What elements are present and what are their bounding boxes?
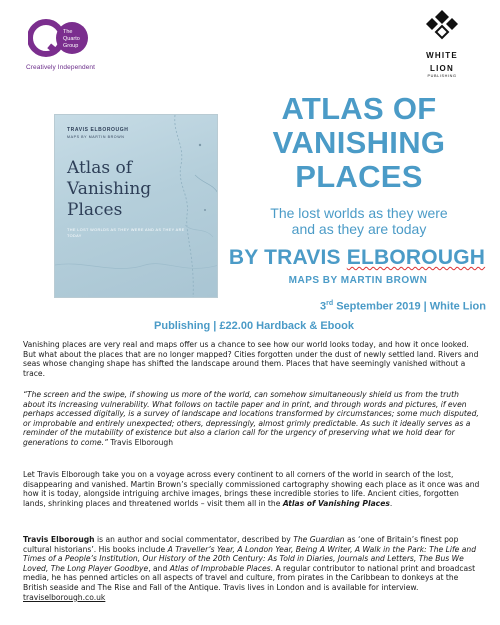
white-lion-crown-icon [425,8,459,42]
book-cover [54,114,218,298]
cover-author: TRAVIS ELBOROUGH [67,127,129,133]
cover-title-line-3: Places [67,200,123,220]
author-surname: ELBOROUGH [346,246,486,269]
pub-date-suffix: rd [326,300,334,307]
white-lion-sub: PUBLISHING [427,74,457,78]
voyage-book-title: Atlas of Vanishing Places [282,498,390,508]
cover-maps-credit: MAPS BY MARTIN BROWN [67,135,125,139]
quarto-tagline: Creatively Independent [26,64,96,71]
cover-title-line-2: Vanishing [67,179,152,199]
subtitle-line-1: The lost worlds as they were [270,205,448,221]
author-website-link[interactable]: traviselborough.co.uk [23,592,106,602]
voyage-end: . [389,498,393,508]
quote-paragraph [23,390,483,448]
author-line [224,246,490,270]
pub-date-day: 3 [320,300,327,313]
publication-line [222,300,486,313]
voyage-paragraph [23,470,483,508]
pub-date-rest: September 2019 | White Lion [333,300,486,313]
voyage-text: Let Travis Elborough take you on a voyage across every continent to all corners of the world in search of the lost, disappearing and vanished. Martin Brown’s specially commissioned cartography showing each place as it once was and how it is today, alongside intriguing archive images, brings these incredible stories to life. Ancient cities, forgotten lands, shrinking places and threatened worlds – visit them all in the [23,470,480,508]
cover-title [67,158,187,221]
quarto-group-logo [28,14,90,62]
page-title [228,92,490,194]
maps-credit: MAPS BY MARTIN BROWN [288,275,428,286]
quote-text: “The screen and the swipe, if showing us more of the world, can somehow simultaneously shield us from the truth about its increasing vulnerability. What follows on tactile paper and in print, and through words and pictures, if even perhaps accessed digitally, is a survey of landscape and locations transformed by circumstances; some much disputed, or improbable and entirely unexpected; others, depressingly, almost grimly predictable. As such it ideally serves as a reminder of the mutability of existence but also a clarion call for the urgency of preserving what we hold dear for generations to come.” [23,390,479,447]
title-line-2: VANISHING [272,125,446,160]
bio-text-a: is an author and social commentator, described by [94,535,294,544]
author-bio-paragraph [23,535,483,602]
bio-text-b: as ‘one of Britain’s finest pop cultural historians’. His books include [23,535,459,554]
intro-paragraph: Vanishing places are very real and maps offer us a chance to see how our world looks today, and how it once looked. But what about the places that are no longer mapped? Cities forgotten under the dust of newly settled land. Rivers and seas whose changing shape has shifted the landscape around them. Places that have seemingly vanished without a trace. [23,340,479,378]
subtitle [232,205,486,237]
quarto-logo-line-1: The [63,29,73,35]
publication-line-2: Publishing | £22.00 Hardback & Ebook [154,320,354,332]
quarto-logo-line-2: Quarto [63,36,80,42]
white-lion-name-1: WHITE [426,51,458,60]
bio-guardian: The Guardian [293,535,345,544]
subtitle-line-2: and as they are today [291,221,427,237]
bio-author-name: Travis Elborough [23,535,95,544]
cover-tagline: THE LOST WORLDS AS THEY WERE AND AS THEY ARE TODAY [67,228,185,238]
quote-attribution: Travis Elborough [107,437,174,447]
bio-text-c: , and [148,563,170,573]
title-line-1: ATLAS OF [281,91,437,126]
bio-atlas: Atlas of Improbable Places [169,563,271,573]
bio-books: A Traveller’s Year, A London Year, Being A Writer, A Walk in the Park: The Life and Times of a People’s Institution, Our History of the 20th Century: As Told in Diaries, Journals and Letters, The Bus We Loved, The Long Player Goodbye [23,544,477,573]
white-lion-name-2: LION [430,64,454,73]
quarto-logo-line-3: Group [63,43,79,49]
bio-text-d: . A regular contributor to national print and broadcast media, he has penned articles on all aspects of travel and culture, from pirates in the Caribbean to donkeys at the British seaside and The Rise and Fall of the Antique. Travis lives in London and is available for interview. [23,563,476,592]
title-line-3: PLACES [295,159,423,194]
author-prefix: BY TRAVIS [228,246,347,269]
cover-title-line-1: Atlas of [67,158,133,178]
white-lion-logo [420,8,464,90]
